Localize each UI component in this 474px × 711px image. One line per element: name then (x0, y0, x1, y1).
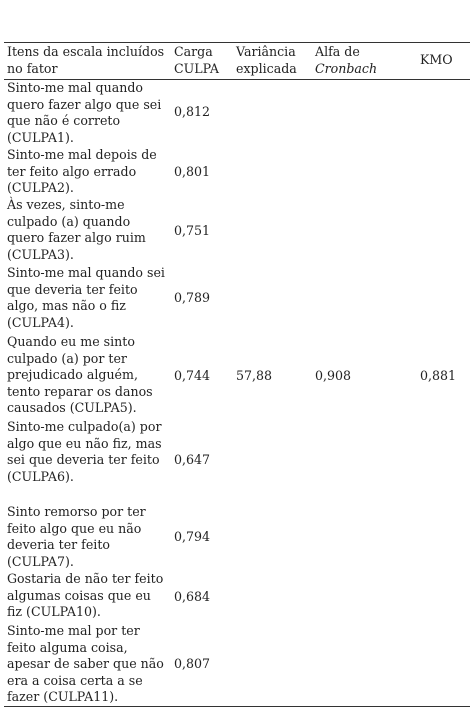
table-row-carga: 0,789 (174, 290, 211, 305)
table-row-item: Sinto-me mal por ter feito alguma coisa, apesar de saber que não era a coisa certa a se fazer (CULPA11). (7, 623, 164, 704)
table-row-item: Sinto-me culpado(a) por algo que eu não fiz, mas sei que deveria ter feito (CULPA6). (7, 419, 162, 484)
header-alfa-line1: Alfa de (315, 44, 360, 59)
table-row-carga: 0,801 (174, 164, 211, 179)
kmo-value: 0,881 (420, 368, 457, 383)
header-alfa-cronbach: Cronbach (315, 60, 378, 76)
table-row-carga: 0,794 (174, 529, 211, 544)
table-row-carga: 0,647 (174, 452, 211, 467)
header-carga (174, 44, 219, 77)
table-row-carga: 0,744 (174, 368, 211, 383)
table-row-carga: 0,751 (174, 223, 211, 238)
header-variancia (236, 44, 297, 77)
table-row-carga: 0,684 (174, 589, 211, 604)
header-variancia-line1: Variância (236, 44, 296, 59)
alfa-value: 0,908 (315, 368, 352, 383)
header-itens: Itens da escala incluídos no fator (7, 44, 165, 76)
header-kmo: KMO (420, 52, 453, 67)
table-row-carga: 0,807 (174, 656, 211, 671)
table-row-carga: 0,812 (174, 104, 211, 119)
header-carga-line1: Carga (174, 44, 213, 59)
table-row-item: Sinto remorso por ter feito algo que eu não deveria ter feito (CULPA7). (7, 504, 146, 569)
table-top-rule (4, 42, 470, 43)
header-alfa-line2 (315, 61, 377, 78)
table-row-item: Quando eu me sinto culpado (a) por ter prejudicado alguém, tento reparar os danos causados (CULPA5). (7, 334, 153, 415)
table-bottom-rule (4, 706, 470, 707)
table-row-item: Às vezes, sinto-me culpado (a) quando quero fazer algo ruim (CULPA3). (7, 197, 146, 262)
header-variancia-line2: explicada (236, 60, 297, 76)
table-row-item: Sinto-me mal depois de ter feito algo errado (CULPA2). (7, 147, 157, 195)
table-row-item: Gostaria de não ter feito algumas coisas que eu fiz (CULPA10). (7, 571, 164, 619)
table-row-item: Sinto-me mal quando quero fazer algo que sei que não é correto (CULPA1). (7, 80, 162, 145)
table-row-item: Sinto-me mal quando sei que deveria ter feito algo, mas não o fiz (CULPA4). (7, 265, 165, 330)
header-alfa (315, 44, 377, 77)
variancia-value: 57,88 (236, 368, 273, 383)
header-carga-line2: CULPA (174, 60, 220, 76)
